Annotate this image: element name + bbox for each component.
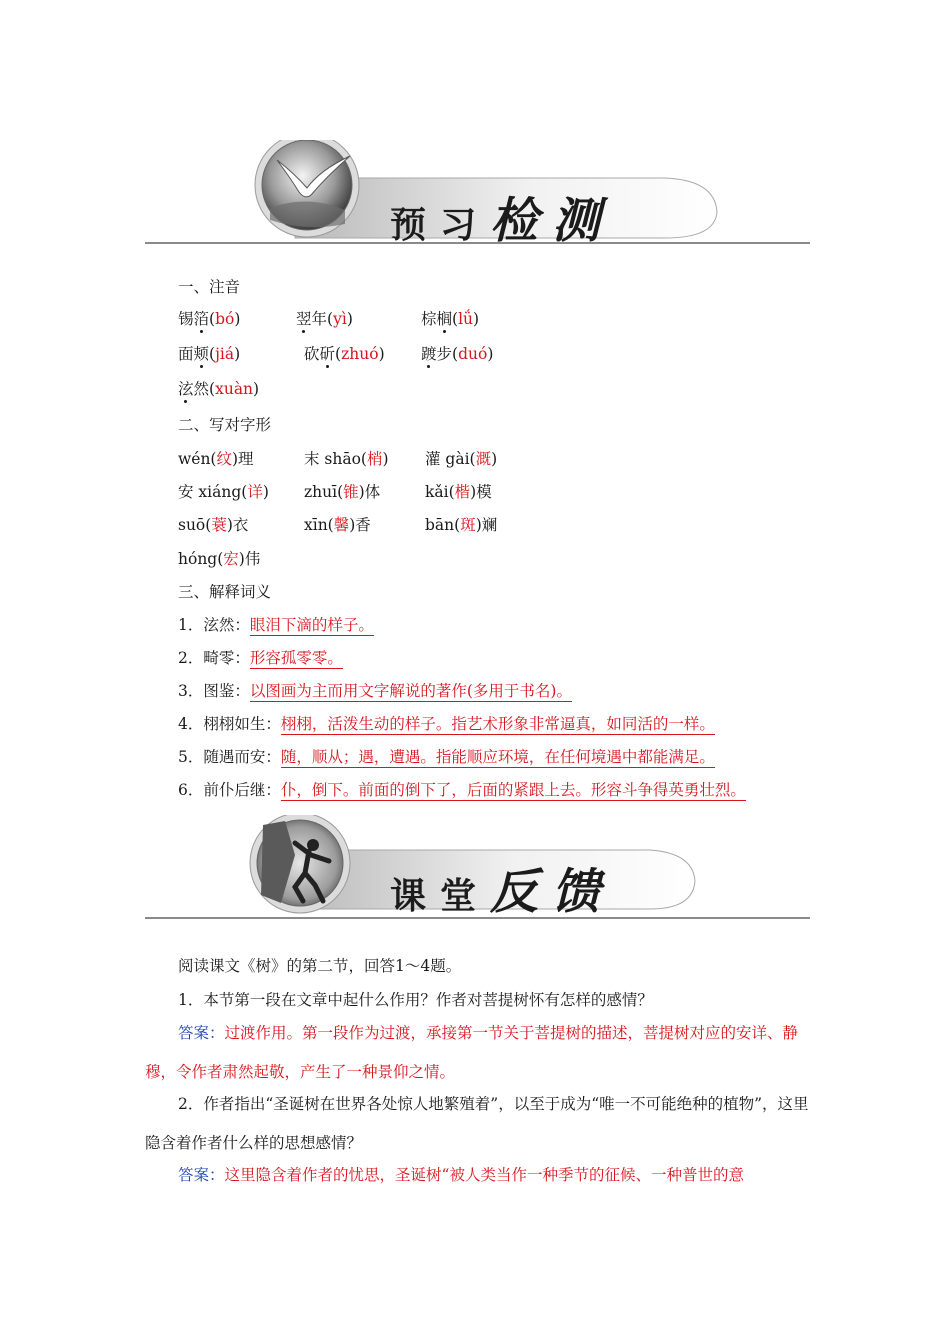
word-suffix: 步 bbox=[436, 345, 453, 363]
answer-1 bbox=[145, 1014, 810, 1092]
character-answer: 楷 bbox=[454, 483, 471, 501]
answer-2 bbox=[145, 1156, 810, 1195]
banner-char: 测 bbox=[552, 193, 601, 249]
character-form-item bbox=[425, 448, 497, 470]
pinyin-answer: lǘ bbox=[458, 310, 474, 328]
pinyin-prompt: 末 shāo( bbox=[304, 450, 367, 468]
dotted-character: 翌 bbox=[296, 310, 312, 328]
word-prefix: 砍 bbox=[304, 345, 320, 363]
pinyin-prompt: hóng( bbox=[178, 550, 224, 568]
pinyin-prompt: wén( bbox=[178, 450, 217, 468]
pinyin-prompt: 安 xiáng( bbox=[178, 483, 248, 501]
question-1: 1．本节第一段在文章中起什么作用？作者对菩提树怀有怎样的感情？ bbox=[178, 991, 653, 1009]
character-form-item bbox=[178, 481, 269, 503]
definition-term: 3．图鉴： bbox=[178, 682, 250, 700]
banner-char: 馈 bbox=[552, 864, 601, 920]
character-form-item bbox=[178, 448, 254, 470]
character-answer: 馨 bbox=[333, 516, 350, 534]
word-prefix: 面 bbox=[178, 345, 194, 363]
word-suffix: )斓 bbox=[475, 516, 498, 534]
character-form-item bbox=[304, 514, 371, 536]
question-2: 2．作者指出“圣诞树在世界各处惊人地繁殖着”，以至于成为“唯一不可能绝种的植物”，这里隐含着作者什么样的思想感情？ bbox=[145, 1095, 809, 1152]
banner-char: 预 bbox=[390, 205, 427, 246]
section-heading: 一、注音 bbox=[178, 278, 241, 296]
definition-answer: 眼泪下滴的样子。 bbox=[249, 616, 374, 634]
word-suffix: )理 bbox=[232, 450, 254, 468]
paren-open: ( bbox=[209, 345, 216, 363]
word-suffix: )模 bbox=[470, 483, 492, 501]
banner-title bbox=[390, 182, 600, 251]
banner-char: 课 bbox=[390, 876, 427, 917]
paren-close: ) bbox=[234, 345, 241, 363]
character-answer: 宏 bbox=[223, 550, 239, 568]
definition-item bbox=[178, 746, 715, 768]
character-form-item bbox=[304, 481, 380, 503]
dotted-character: 斫 bbox=[319, 345, 336, 363]
character-answer: 蓑 bbox=[211, 516, 227, 534]
definition-term: 1．泫然： bbox=[178, 616, 250, 634]
definition-answer: 随，顺从；遇，遭遇。指能顺应环境，在任何境遇中都能满足。 bbox=[280, 748, 715, 766]
character-form-item bbox=[425, 514, 497, 536]
pinyin-prompt: kǎi( bbox=[425, 483, 455, 501]
banner-char: 反 bbox=[490, 864, 539, 920]
paren-open: ( bbox=[452, 345, 459, 363]
pinyin-answer: yì bbox=[333, 310, 347, 328]
pronunciation-item bbox=[296, 308, 353, 330]
definition-item bbox=[178, 647, 343, 669]
paren-open: ( bbox=[327, 310, 334, 328]
section-heading: 三、解释词义 bbox=[178, 583, 272, 601]
definition-answer: 形容孤零零。 bbox=[249, 649, 343, 667]
word-suffix: )体 bbox=[358, 483, 381, 501]
banner-preview-check bbox=[145, 140, 810, 249]
dotted-character: 踱 bbox=[421, 345, 437, 363]
pinyin-prompt: xīn( bbox=[304, 516, 334, 534]
banner-char: 习 bbox=[440, 205, 477, 246]
answer-label: 答案： bbox=[178, 1166, 225, 1184]
character-answer: 详 bbox=[247, 483, 263, 501]
pronunciation-item bbox=[421, 308, 479, 330]
pinyin-prompt: zhuī( bbox=[304, 483, 344, 501]
definition-item bbox=[178, 713, 715, 735]
dotted-character: 颊 bbox=[193, 345, 210, 363]
paren-open: ( bbox=[209, 310, 216, 328]
pronunciation-item bbox=[178, 343, 240, 365]
pronunciation-item bbox=[178, 308, 240, 330]
pinyin-prompt: suō( bbox=[178, 516, 212, 534]
paren-open: ( bbox=[335, 345, 342, 363]
definition-item bbox=[178, 680, 572, 702]
word-suffix: )香 bbox=[349, 516, 371, 534]
paren-close: ) bbox=[473, 310, 480, 328]
character-form-item bbox=[178, 514, 248, 536]
pinyin-answer: xuàn bbox=[215, 380, 254, 398]
pinyin-prompt: bān( bbox=[425, 516, 461, 534]
character-answer: 梢 bbox=[366, 450, 383, 468]
paren-open: ( bbox=[209, 380, 216, 398]
character-form-item bbox=[304, 448, 389, 470]
pronunciation-item bbox=[421, 343, 493, 365]
word-prefix: 锡 bbox=[178, 310, 194, 328]
answer-label: 答案： bbox=[178, 1024, 225, 1042]
banner-char: 检 bbox=[490, 193, 539, 249]
definition-item bbox=[178, 614, 374, 636]
definition-answer: 栩栩，活泼生动的样子。指艺术形象非常逼真，如同活的一样。 bbox=[280, 715, 715, 733]
pronunciation-item bbox=[304, 343, 385, 365]
character-form-item bbox=[425, 481, 492, 503]
pronunciation-item bbox=[178, 378, 259, 400]
dotted-character: 泫 bbox=[178, 380, 194, 398]
character-answer: 纹 bbox=[216, 450, 232, 468]
paren-close: ) bbox=[234, 310, 241, 328]
definition-term: 5．随遇而安： bbox=[178, 748, 281, 766]
section-heading: 二、写对字形 bbox=[178, 416, 272, 434]
banner-char: 堂 bbox=[440, 876, 477, 917]
word-suffix: 然 bbox=[193, 380, 210, 398]
dotted-character: 榈 bbox=[436, 310, 453, 328]
answer-text: 这里隐含着作者的忧思，圣诞树“被人类当作一种季节的征候、一种普世的意 bbox=[224, 1166, 744, 1184]
paren-close: ) bbox=[253, 380, 260, 398]
word-suffix: ) bbox=[491, 450, 498, 468]
pinyin-answer: zhuó bbox=[341, 345, 379, 363]
word-suffix: 年 bbox=[311, 310, 328, 328]
pinyin-answer: duó bbox=[458, 345, 488, 363]
word-suffix: )伟 bbox=[238, 550, 261, 568]
banner-class-feedback bbox=[145, 815, 810, 920]
word-suffix: ) bbox=[382, 450, 389, 468]
definition-item bbox=[178, 779, 746, 801]
definition-term: 2．畸零： bbox=[178, 649, 250, 667]
definition-answer: 以图画为主而用文字解说的著作(多用于书名)。 bbox=[249, 682, 572, 700]
paren-close: ) bbox=[378, 345, 385, 363]
paren-open: ( bbox=[452, 310, 459, 328]
pinyin-answer: bó bbox=[215, 310, 235, 328]
reading-intro: 阅读课文《树》的第二节，回答1～4题。 bbox=[178, 957, 462, 975]
character-answer: 锥 bbox=[343, 483, 359, 501]
character-form-item bbox=[178, 548, 260, 570]
paren-close: ) bbox=[487, 345, 494, 363]
pinyin-answer: jiá bbox=[215, 345, 235, 363]
word-suffix: ) bbox=[262, 483, 269, 501]
definition-term: 6．前仆后继： bbox=[178, 781, 281, 799]
banner-title bbox=[390, 853, 600, 922]
definition-answer: 仆，倒下。前面的倒下了，后面的紧跟上去。形容斗争得英勇壮烈。 bbox=[280, 781, 746, 799]
definition-term: 4．栩栩如生： bbox=[178, 715, 281, 733]
word-prefix: 棕 bbox=[421, 310, 437, 328]
paren-close: ) bbox=[346, 310, 353, 328]
word-suffix: )衣 bbox=[226, 516, 249, 534]
pinyin-prompt: 灌 gài( bbox=[425, 450, 476, 468]
dotted-character: 箔 bbox=[193, 310, 210, 328]
character-answer: 斑 bbox=[460, 516, 476, 534]
character-answer: 溉 bbox=[475, 450, 492, 468]
answer-text: 过渡作用。第一段作为过渡，承接第一节关于菩提树的描述，菩提树对应的安详、静穆，令作者肃然起敬，产生了一种景仰之情。 bbox=[145, 1024, 799, 1081]
